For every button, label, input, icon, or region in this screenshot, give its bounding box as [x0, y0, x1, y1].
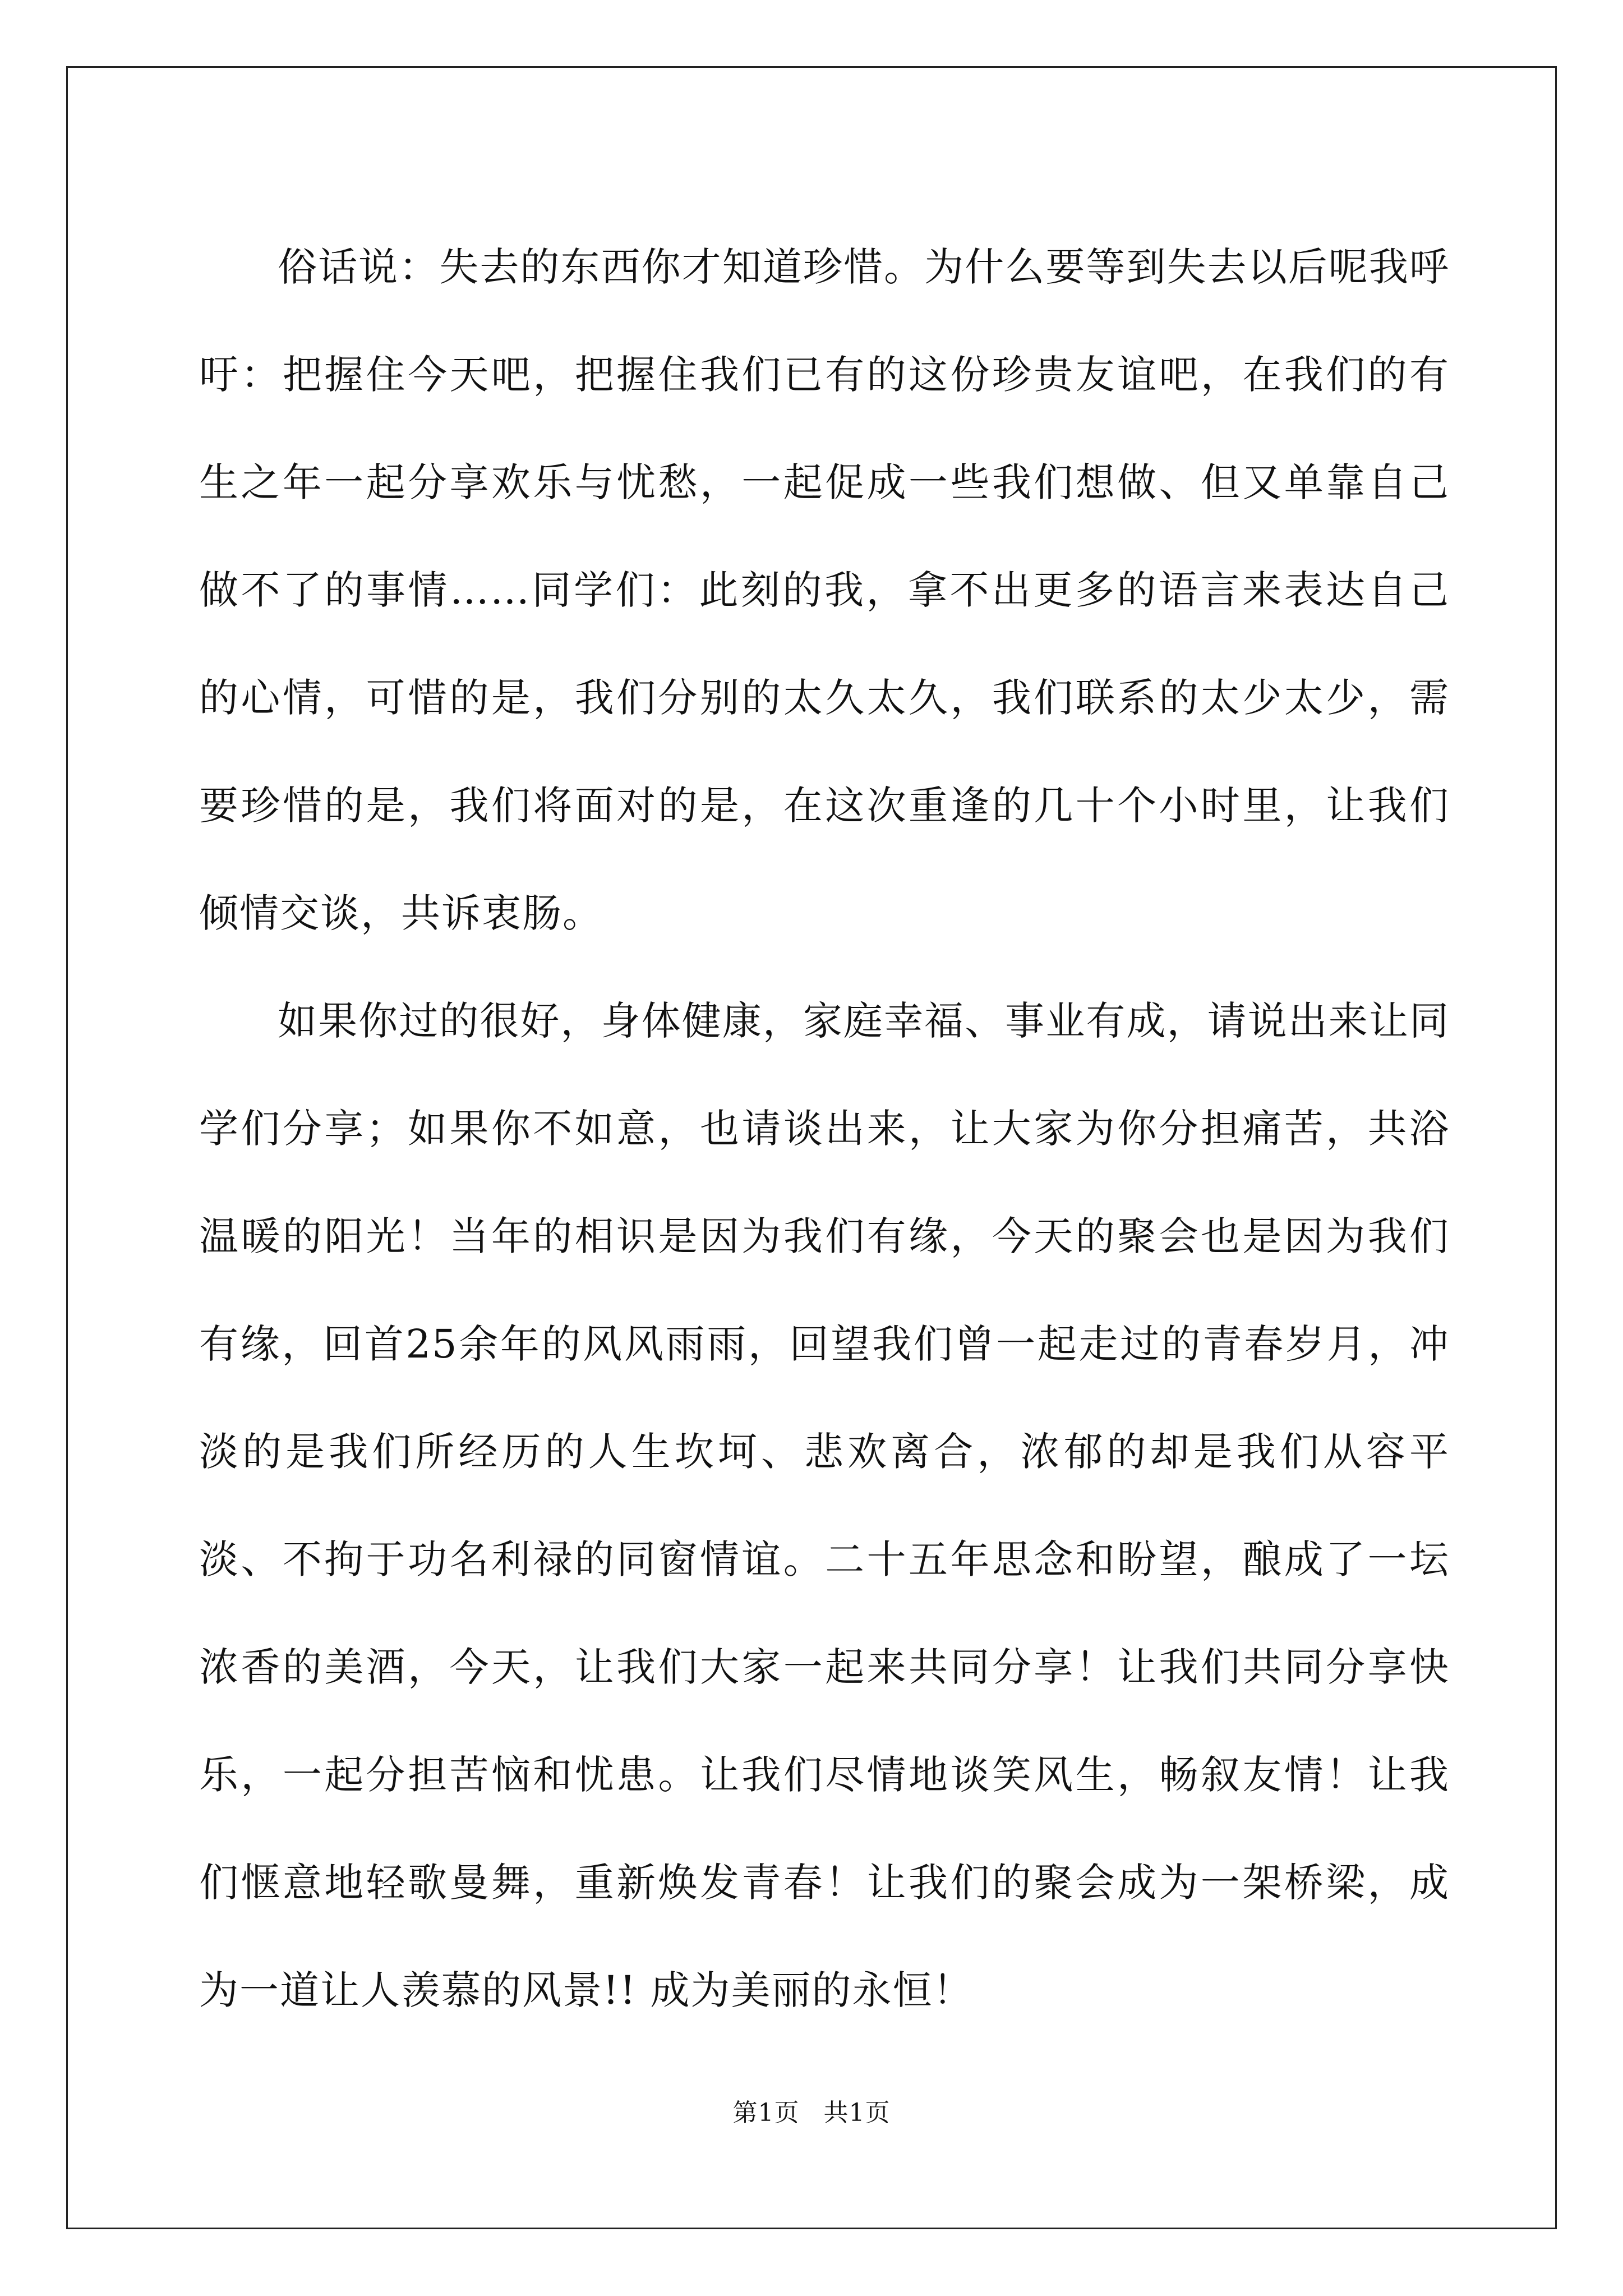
page-number: 第1页 — [732, 2099, 800, 2127]
page-footer — [0, 2092, 1623, 2128]
document-body — [199, 213, 1450, 2044]
paragraph-2: 如果你过的很好，身体健康，家庭幸福、事业有成，请说出来让同学们分享；如果你不如意，也请谈出来，让大家为你分担痛苦，共浴温暖的阳光！当年的相识是因为我们有缘，今天的聚会也是因为我们有缘，回首25余年的风风雨雨，回望我们曾一起走过的青春岁月，冲淡的是我们所经历的人生坎坷、悲欢离合，浓郁的却是我们从容平淡、不拘于功名利禄的同窗情谊。二十五年思念和盼望，酿成了一坛浓香的美酒，今天，让我们大家一起来共同分享！让我们共同分享快乐，一起分担苦恼和忧患。让我们尽情地谈笑风生，畅叙友情！让我们惬意地轻歌曼舞，重新焕发青春！让我们的聚会成为一架桥梁，成为一道让人羡慕的风景!! 成为美丽的永恒！ — [199, 998, 1450, 2013]
paragraph-1: 俗话说：失去的东西你才知道珍惜。为什么要等到失去以后呢我呼吁：把握住今天吧，把握住我们已有的这份珍贵友谊吧，在我们的有生之年一起分享欢乐与忧愁，一起促成一些我们想做、但又单靠自己做不了的事情……同学们：此刻的我，拿不出更多的语言来表达自己的心情，可惜的是，我们分别的太久太久，我们联系的太少太少，需要珍惜的是，我们将面对的是，在这次重逢的几十个小时里，让我们倾情交谈，共诉衷肠。 — [199, 244, 1450, 936]
page-total: 共1页 — [823, 2099, 891, 2127]
